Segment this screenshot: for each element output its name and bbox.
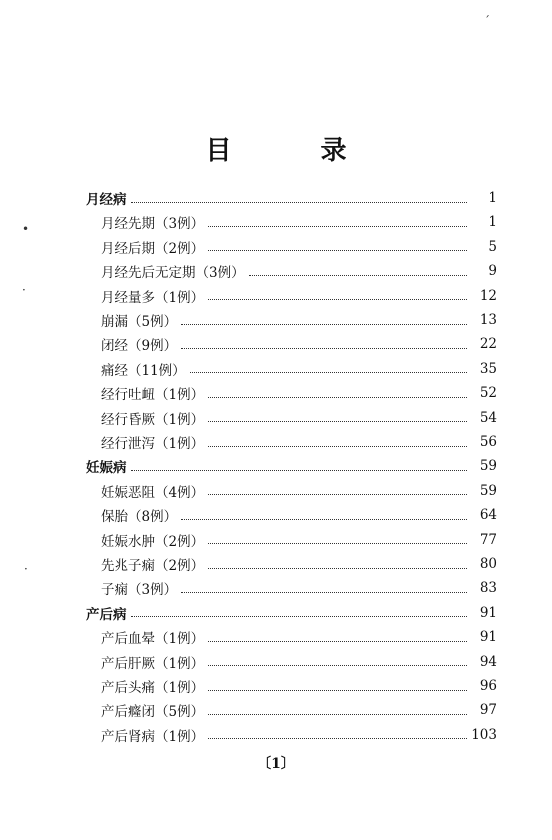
- scan-mark: •: [22, 222, 30, 236]
- toc-label: 产后病: [86, 606, 127, 623]
- dot-leader: [208, 299, 467, 300]
- dot-leader: [131, 616, 468, 617]
- toc-label: 月经病: [86, 192, 127, 208]
- toc-label: 子痫（3例）: [101, 582, 178, 599]
- dot-leader: [131, 470, 468, 471]
- toc-page-number: 96: [479, 678, 497, 694]
- toc-label: 痛经（11例）: [101, 362, 186, 379]
- toc-label: 妊娠水肿（2例）: [101, 533, 205, 550]
- toc-entry-row[interactable]: [101, 650, 497, 674]
- toc-entry-row[interactable]: [101, 430, 497, 454]
- toc-category-row[interactable]: [86, 601, 497, 625]
- toc-entry-row[interactable]: [101, 479, 497, 503]
- toc-page-number: 97: [479, 702, 497, 719]
- toc-label: 经行吐衄（1例）: [101, 387, 205, 404]
- toc-entry-row[interactable]: [101, 332, 497, 356]
- dot-leader: [181, 324, 467, 325]
- toc-page-number: 59: [479, 458, 497, 475]
- toc-page-number: 80: [479, 556, 497, 572]
- toc-entry-row[interactable]: [101, 674, 497, 698]
- toc-label: 妊娠恶阻（4例）: [101, 484, 205, 501]
- dot-leader: [208, 421, 467, 422]
- toc-page-number: 12: [479, 287, 497, 304]
- toc-page-number: 94: [479, 653, 497, 670]
- toc-label: 崩漏（5例）: [101, 314, 178, 330]
- toc-entry-row[interactable]: [101, 406, 497, 430]
- dot-leader: [249, 275, 467, 276]
- toc-label: 经行昏厥（1例）: [101, 411, 205, 428]
- toc-label: 产后癃闭（5例）: [101, 704, 205, 721]
- toc-label: 月经先期（3例）: [101, 216, 205, 233]
- toc-entry-row[interactable]: [101, 235, 497, 259]
- toc-page-number: 9: [488, 263, 497, 280]
- dot-leader: [208, 446, 467, 447]
- dot-leader: [208, 494, 467, 495]
- dot-leader: [181, 348, 467, 349]
- dot-leader: [208, 690, 467, 691]
- toc-label: 闭经（9例）: [101, 338, 178, 355]
- toc-entry-row[interactable]: [101, 625, 497, 649]
- toc-label: 产后肾病（1例）: [101, 728, 205, 745]
- scan-mark: ˊ: [484, 14, 490, 28]
- toc-page-number: 77: [479, 531, 497, 548]
- dot-leader: [208, 641, 467, 642]
- toc-category-row[interactable]: [86, 454, 497, 478]
- toc-label: 月经后期（2例）: [101, 240, 205, 257]
- page-number: 〔1〕: [257, 756, 295, 772]
- toc-entry-row[interactable]: [101, 357, 497, 381]
- toc-page-number: 56: [479, 434, 497, 450]
- toc-page-number: 83: [479, 580, 497, 597]
- toc-entry-row[interactable]: [101, 503, 497, 527]
- toc-entry-row[interactable]: [101, 381, 497, 405]
- toc-page-number: 91: [479, 604, 497, 621]
- toc-entry-row[interactable]: [101, 284, 497, 308]
- dot-leader: [190, 372, 467, 373]
- dot-leader: [181, 592, 467, 593]
- dot-leader: [208, 568, 467, 569]
- toc-label: 月经先后无定期（3例）: [101, 265, 245, 282]
- toc-page-number: 35: [479, 360, 497, 377]
- toc-label: 产后肝厥（1例）: [101, 655, 205, 672]
- toc-label: 经行泄泻（1例）: [101, 436, 205, 452]
- toc-page-number: 13: [479, 312, 497, 328]
- toc-page-number: 22: [479, 336, 497, 353]
- toc-entry-row[interactable]: [101, 552, 497, 576]
- toc-page-number: 1: [488, 190, 497, 206]
- toc-page-number: 64: [479, 507, 497, 524]
- toc-label: 先兆子痫（2例）: [101, 558, 205, 574]
- toc-label: 保胎（8例）: [101, 509, 178, 526]
- dot-leader: [208, 543, 467, 544]
- dot-leader: [208, 714, 467, 715]
- dot-leader: [208, 226, 467, 227]
- toc-label: 产后血晕（1例）: [101, 631, 205, 648]
- toc-page-number: 1: [488, 214, 497, 231]
- toc-category-row[interactable]: [86, 186, 497, 210]
- toc-page-number: 91: [479, 629, 497, 646]
- toc-page-number: 5: [488, 238, 497, 255]
- dot-leader: [181, 519, 467, 520]
- toc-page-number: 52: [479, 385, 497, 402]
- toc-entry-row[interactable]: [101, 259, 497, 283]
- toc-entry-row[interactable]: [101, 528, 497, 552]
- toc-label: 月经量多（1例）: [101, 289, 205, 306]
- dot-leader: [208, 665, 467, 666]
- dot-leader: [208, 738, 467, 739]
- toc-entry-row[interactable]: [101, 698, 497, 722]
- dot-leader: [208, 250, 467, 251]
- toc-entry-row[interactable]: [101, 210, 497, 234]
- toc-entry-row[interactable]: [101, 723, 497, 747]
- page-title: 目 录: [205, 136, 387, 166]
- dot-leader: [208, 397, 467, 398]
- toc-page-number: 59: [479, 482, 497, 499]
- toc-entry-row[interactable]: [101, 308, 497, 332]
- toc-page-number: 54: [479, 409, 497, 426]
- dot-leader: [131, 202, 468, 203]
- scan-mark: ·: [22, 283, 26, 297]
- toc-entry-row[interactable]: [101, 576, 497, 600]
- toc-page-number: 103: [471, 726, 497, 743]
- toc-label: 妊娠病: [86, 460, 127, 477]
- scan-mark: ·: [24, 562, 28, 576]
- toc-label: 产后头痛（1例）: [101, 680, 205, 696]
